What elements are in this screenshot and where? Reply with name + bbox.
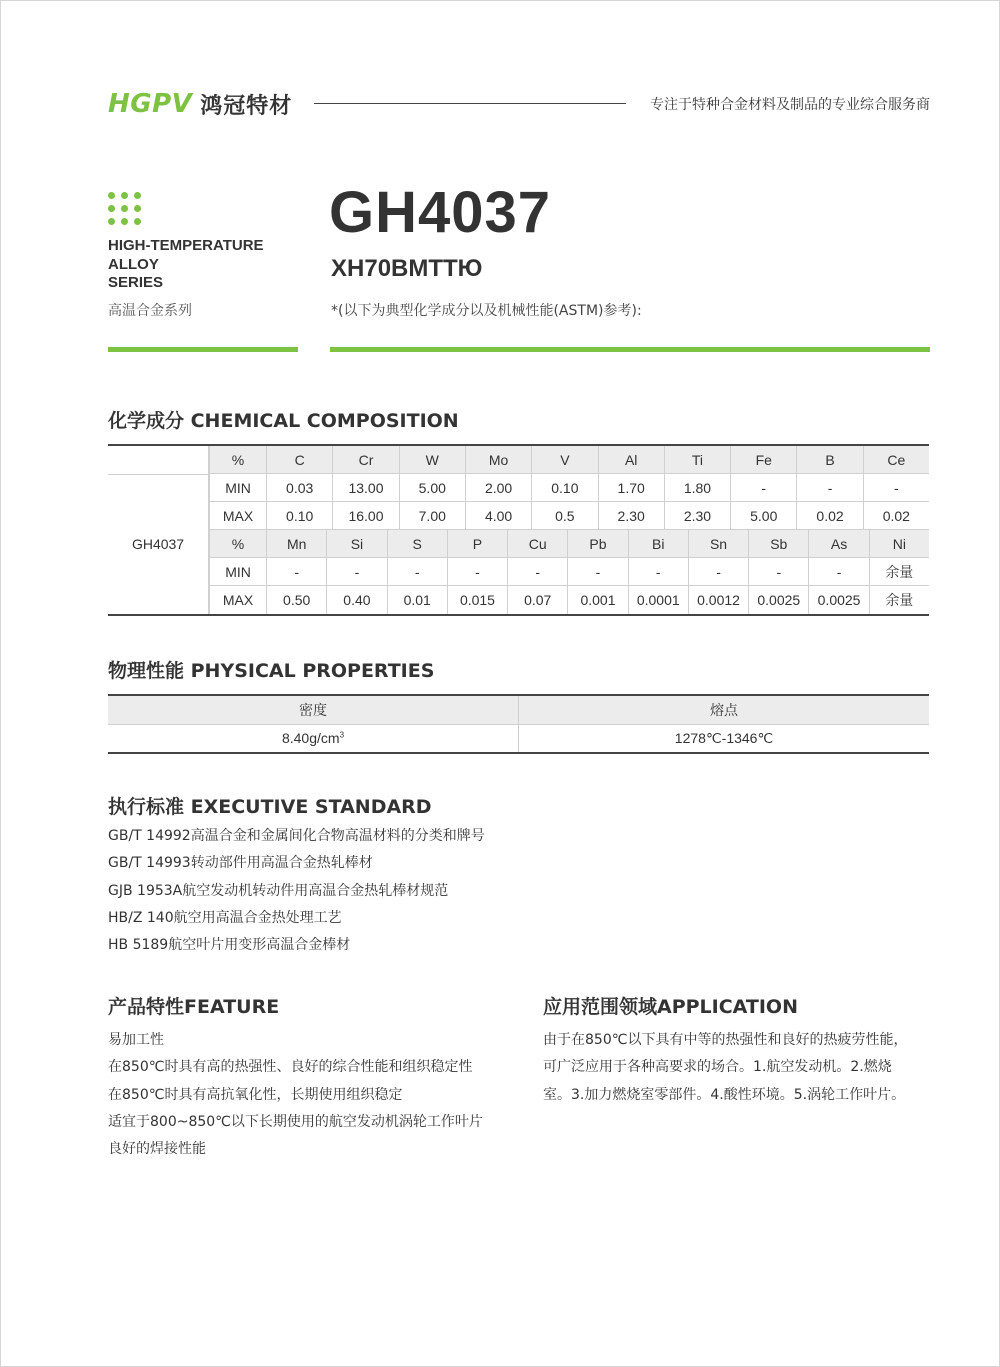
table-cell: Pb — [567, 530, 627, 558]
logo-cn-text: 鸿冠特材 — [200, 93, 293, 119]
series-line-2: ALLOY — [108, 255, 159, 273]
standard-section-title: 执行标准 EXECUTIVE STANDARD — [108, 796, 432, 818]
table-row — [108, 474, 929, 502]
table-header-row — [108, 695, 929, 724]
table-cell: 2.30 — [664, 502, 730, 530]
product-subtitle: XH70BMTTЮ — [331, 255, 483, 282]
table-row — [108, 502, 929, 530]
application-line: 可广泛应用于各种高要求的场合。1.航空发动机。2.燃烧 — [543, 1059, 892, 1076]
row-cells — [209, 445, 929, 474]
density-superscript: 3 — [339, 730, 345, 740]
list-item: HB 5189航空叶片用变形高温合金棒材 — [108, 937, 351, 954]
density-header: 密度 — [108, 695, 519, 724]
row-cells — [209, 530, 929, 558]
table-cell: Mn — [266, 530, 326, 558]
table-cell: 0.01 — [387, 586, 447, 614]
grade-cell — [108, 445, 209, 474]
table-cell: % — [209, 446, 266, 474]
physical-properties-table — [108, 694, 929, 754]
product-note: *(以下为典型化学成分以及机械性能(ASTM)参考): — [331, 303, 642, 319]
table-cell: Sb — [748, 530, 808, 558]
chemical-section-title: 化学成分 CHEMICAL COMPOSITION — [108, 410, 459, 432]
list-item: HB/Z 140航空用高温合金热处理工艺 — [108, 909, 342, 926]
row-cells — [209, 474, 929, 502]
table-cell: 0.02 — [796, 502, 862, 530]
table-cell: 0.07 — [507, 586, 567, 614]
table-cell: P — [447, 530, 507, 558]
table-cell: - — [567, 558, 627, 586]
accent-bar-right — [330, 347, 930, 352]
list-item: 在850℃时具有高抗氧化性，长期使用组织稳定 — [108, 1086, 403, 1103]
table-cell: 0.40 — [326, 586, 386, 614]
table-cell: MIN — [209, 558, 266, 586]
table-cell: - — [447, 558, 507, 586]
list-item: 良好的焊接性能 — [108, 1141, 206, 1158]
table-cell: 0.10 — [531, 474, 597, 502]
table-cell: As — [808, 530, 868, 558]
dot-grid-icon — [108, 192, 146, 228]
table-cell: 0.015 — [447, 586, 507, 614]
table-cell: 1.80 — [664, 474, 730, 502]
logo-en-text: HGPV — [108, 89, 193, 119]
row-cells-wrap — [209, 530, 929, 558]
table-cell: 5.00 — [730, 502, 796, 530]
chemical-composition-table — [108, 444, 929, 616]
table-cell: Fe — [730, 446, 796, 474]
list-item: GB/T 14993转动部件用高温合金热轧棒材 — [108, 855, 373, 872]
application-section-title: 应用范围领域APPLICATION — [543, 996, 798, 1018]
feature-section-title: 产品特性FEATURE — [108, 996, 280, 1018]
table-row — [108, 724, 929, 753]
table-cell: - — [796, 474, 862, 502]
table-row — [108, 558, 929, 586]
row-cells-wrap — [209, 474, 929, 502]
table-cell: Si — [326, 530, 386, 558]
application-text — [543, 1027, 943, 1109]
company-slogan: 专注于特种合金材料及制品的专业综合服务商 — [650, 97, 930, 113]
table-cell: Cr — [332, 446, 398, 474]
table-cell: B — [796, 446, 862, 474]
list-item: GJB 1953A航空发动机转动件用高温合金热轧棒材规范 — [108, 882, 449, 899]
list-item: 在850℃时具有高的热强性、良好的综合性能和组织稳定性 — [108, 1059, 473, 1076]
table-cell: 0.001 — [567, 586, 627, 614]
table-cell: Ce — [863, 446, 929, 474]
table-header-row — [108, 530, 929, 558]
table-cell: - — [387, 558, 447, 586]
table-cell: % — [209, 530, 266, 558]
table-cell: - — [266, 558, 326, 586]
table-cell: Sn — [688, 530, 748, 558]
application-line: 室。3.加力燃烧室零部件。4.酸性环境。5.涡轮工作叶片。 — [543, 1086, 906, 1103]
company-logo — [108, 88, 292, 120]
table-cell: - — [326, 558, 386, 586]
product-title: GH4037 — [329, 180, 552, 245]
table-cell: - — [748, 558, 808, 586]
table-cell: - — [730, 474, 796, 502]
table-cell: 1.70 — [598, 474, 664, 502]
melting-point-header: 熔点 — [519, 695, 930, 724]
series-label-en — [108, 237, 264, 293]
table-cell: - — [808, 558, 868, 586]
row-cells — [209, 586, 929, 615]
table-cell: - — [507, 558, 567, 586]
table-cell: 16.00 — [332, 502, 398, 530]
density-value — [108, 724, 519, 753]
table-cell: Mo — [465, 446, 531, 474]
table-cell: 13.00 — [332, 474, 398, 502]
table-cell: 7.00 — [399, 502, 465, 530]
table-cell: Bi — [628, 530, 688, 558]
table-cell: V — [531, 446, 597, 474]
row-cells-wrap — [209, 558, 929, 586]
table-cell: - — [688, 558, 748, 586]
series-label-cn: 高温合金系列 — [108, 303, 192, 319]
table-cell: 0.50 — [266, 586, 326, 614]
row-cells-wrap — [209, 586, 929, 614]
table-cell: Al — [598, 446, 664, 474]
series-line-1: HIGH-TEMPERATURE — [108, 237, 264, 254]
melting-point-value: 1278℃-1346℃ — [519, 724, 930, 753]
table-header-row — [108, 445, 929, 474]
header-divider — [314, 103, 626, 104]
row-cells — [209, 558, 929, 586]
row-cells — [209, 502, 929, 530]
table-cell: - — [863, 474, 929, 502]
table-cell: S — [387, 530, 447, 558]
table-cell: MAX — [209, 502, 266, 530]
row-cells-wrap — [209, 446, 929, 474]
grade-cell: GH4037 — [108, 474, 209, 615]
series-line-3: SERIES — [108, 274, 164, 291]
table-cell: W — [399, 446, 465, 474]
table-cell: 4.00 — [465, 502, 531, 530]
density-text: 8.40g/cm — [281, 730, 340, 747]
table-cell: - — [628, 558, 688, 586]
table-cell: C — [266, 446, 332, 474]
table-cell: MIN — [209, 474, 266, 502]
table-row — [108, 586, 929, 615]
physical-section-title: 物理性能 PHYSICAL PROPERTIES — [108, 660, 435, 682]
table-cell: MAX — [209, 586, 266, 614]
list-item: 易加工性 — [108, 1032, 164, 1048]
table-cell: Cu — [507, 530, 567, 558]
table-cell: 0.0001 — [628, 586, 688, 614]
table-cell: 余量 — [869, 558, 929, 586]
table-cell: 余量 — [869, 586, 929, 614]
table-cell: Ti — [664, 446, 730, 474]
table-cell: 0.03 — [266, 474, 332, 502]
table-cell: 0.10 — [266, 502, 332, 530]
table-cell: 2.00 — [465, 474, 531, 502]
standard-list — [108, 823, 485, 959]
table-cell: 0.5 — [531, 502, 597, 530]
table-cell: 0.0025 — [808, 586, 868, 614]
row-cells-wrap — [209, 502, 929, 530]
table-cell: Ni — [869, 530, 929, 558]
feature-list — [108, 1027, 483, 1163]
table-cell: 0.02 — [863, 502, 929, 530]
table-cell: 2.30 — [598, 502, 664, 530]
table-cell: 0.0012 — [688, 586, 748, 614]
application-line: 由于在850℃以下具有中等的热强性和良好的热疲劳性能， — [543, 1032, 908, 1048]
list-item: 适宜于800~850℃以下长期使用的航空发动机涡轮工作叶片 — [108, 1113, 483, 1130]
table-cell: 5.00 — [399, 474, 465, 502]
list-item: GB/T 14992高温合金和金属间化合物高温材料的分类和牌号 — [108, 828, 485, 844]
table-cell: 0.0025 — [748, 586, 808, 614]
accent-bar-left — [108, 347, 298, 352]
